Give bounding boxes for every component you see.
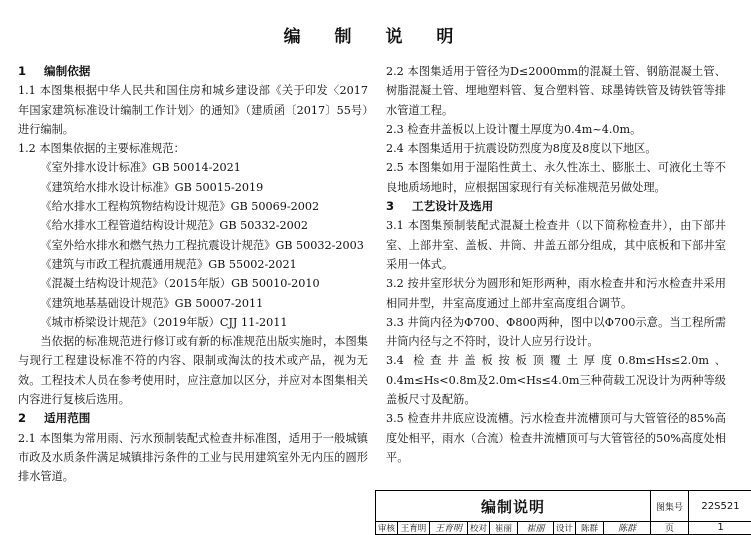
section-3-number: 3 xyxy=(386,199,395,214)
section-2-heading xyxy=(18,409,368,428)
paragraph-2-2: 2.2 本图集适用于管径为D≤2000mm的混凝土管、钢筋混凝土管、树脂混凝土管、埋地塑料管、复合塑料管、球墨铸铁管及铸铁管等排水管道工程。 xyxy=(386,65,726,117)
atlas-number: 22S521 xyxy=(701,500,740,512)
standard-item: 《城市桥梁设计规范》（2019年版）CJJ 11-2011 xyxy=(40,315,288,329)
section-3-heading xyxy=(386,197,726,216)
page-title: 编 制 说 明 xyxy=(283,27,468,47)
paragraph-2-1: 2.1 本图集为常用雨、污水预制装配式检查井标准图，适用于一般城镇市政及水质条件满足城镇排污条件的工业与民用建筑室外无内压的圆形排水管道。 xyxy=(18,431,368,484)
page-label: 页 xyxy=(651,521,689,534)
section-1-title: 编制依据 xyxy=(44,64,91,78)
standard-item: 《建筑地基基础设计规范》GB 50007-2011 xyxy=(40,296,264,310)
left-column xyxy=(18,62,368,487)
review-label: 审核 xyxy=(376,521,398,534)
review-name: 王育明 xyxy=(398,521,430,534)
paragraph-3-2: 3.2 按井室形状分为圆形和矩形两种，雨水检查井和污水检查井采用相同井型，井室高度通过上部井室高度组合调节。 xyxy=(386,277,726,310)
page-number: 1 xyxy=(717,522,724,533)
design-signature: 陈群 xyxy=(604,521,651,534)
drawing-name: 编制说明 xyxy=(376,491,651,521)
standard-item: 《给水排水工程构筑物结构设计规范》GB 50069-2002 xyxy=(40,200,320,214)
review-signature: 王育明 xyxy=(430,521,468,534)
check-signature: 崔丽 xyxy=(518,521,554,534)
right-column xyxy=(386,62,726,467)
standard-item: 《建筑与市政工程抗震通用规范》GB 55002-2021 xyxy=(40,257,297,271)
standard-item: 《室外给水排水和燃气热力工程抗震设计规范》GB 50032-2003 xyxy=(40,238,364,252)
paragraph-1-2: 1.2 本图集依据的主要标准规范： xyxy=(18,142,185,156)
standard-item: 《建筑给水排水设计标准》GB 50015-2019 xyxy=(40,180,264,194)
paragraph-3-5: 3.5 检查井井底应设流槽。污水检查井流槽顶可与大管管径的85%高度处相平，雨水（合流）检查井流槽顶可与大管管径的50%高度处相平。 xyxy=(386,412,726,464)
paragraph-3-3: 3.3 井筒内径为Φ700、Φ800两种，图中以Φ700示意。当工程所需井筒内径与之不符时，设计人应另行设计。 xyxy=(386,315,726,349)
standard-item: 《室外排水设计标准》GB 50014-2021 xyxy=(40,161,241,175)
paragraph-2-5: 2.5 本图集如用于湿陷性黄土、永久性冻土、膨胀土、可液化土等不良地质场地时，应根据国家现行有关标准规范另做处理。 xyxy=(386,161,726,194)
standard-item: 《给水排水工程管道结构设计规范》GB 50332-2002 xyxy=(40,219,308,233)
section-1-number: 1 xyxy=(18,64,27,78)
paragraph-3-1: 3.1 本图集预制装配式混凝土检查井（以下简称检查井），由下部井室、上部井室、盖板、井筒、井盖五部分组成，其中底板和下部井室采用一体式。 xyxy=(386,219,726,271)
check-name: 崔丽 xyxy=(490,521,518,534)
section-1-heading xyxy=(18,62,368,81)
paragraph-1-note: 当依据的标准规范进行修订或有新的标准规范出版实施时，本图集与现行工程建设标准不符的内容、限制或淘汰的技术或产品，视为无效。工程技术人员在参考使用时，应注意加以区分，并应对本图集相关内容进行复核后选用。 xyxy=(18,335,368,407)
check-label: 校对 xyxy=(468,521,490,534)
paragraph-3-4: 3.4 检查井盖板按板顶覆土厚度0.8m≤Hs≤2.0m、0.4m≤Hs<0.8m及2.0m<Hs≤4.0m三种荷载工况设计为两种等级盖板尺寸及配筋。 xyxy=(386,354,726,407)
title-block-row-top xyxy=(376,491,751,522)
design-label: 设计 xyxy=(554,521,576,534)
paragraph-2-3: 2.3 检查井盖板以上设计覆土厚度为0.4m~4.0m。 xyxy=(386,122,642,136)
paragraph-1-1: 1.1 本图集根据中华人民共和国住房和城乡建设部《关于印发〈2017年国家建筑标准设计编制工作计划〉的通知》（建质函〔2017〕55号）进行编制。 xyxy=(18,84,368,136)
section-3-title: 工艺设计及选用 xyxy=(412,199,494,214)
title-block xyxy=(375,490,751,535)
design-name: 陈群 xyxy=(576,521,604,534)
title-block-row-bottom xyxy=(376,521,751,534)
standard-item: 《混凝土结构设计规范》（2015年版）GB 50010-2010 xyxy=(40,277,320,291)
section-2-number: 2 xyxy=(18,411,27,426)
paragraph-2-4: 2.4 本图集适用于抗震设防烈度为8度及8度以下地区。 xyxy=(386,142,657,156)
section-2-title: 适用范围 xyxy=(44,411,91,426)
atlas-label: 图集号 xyxy=(651,491,689,521)
